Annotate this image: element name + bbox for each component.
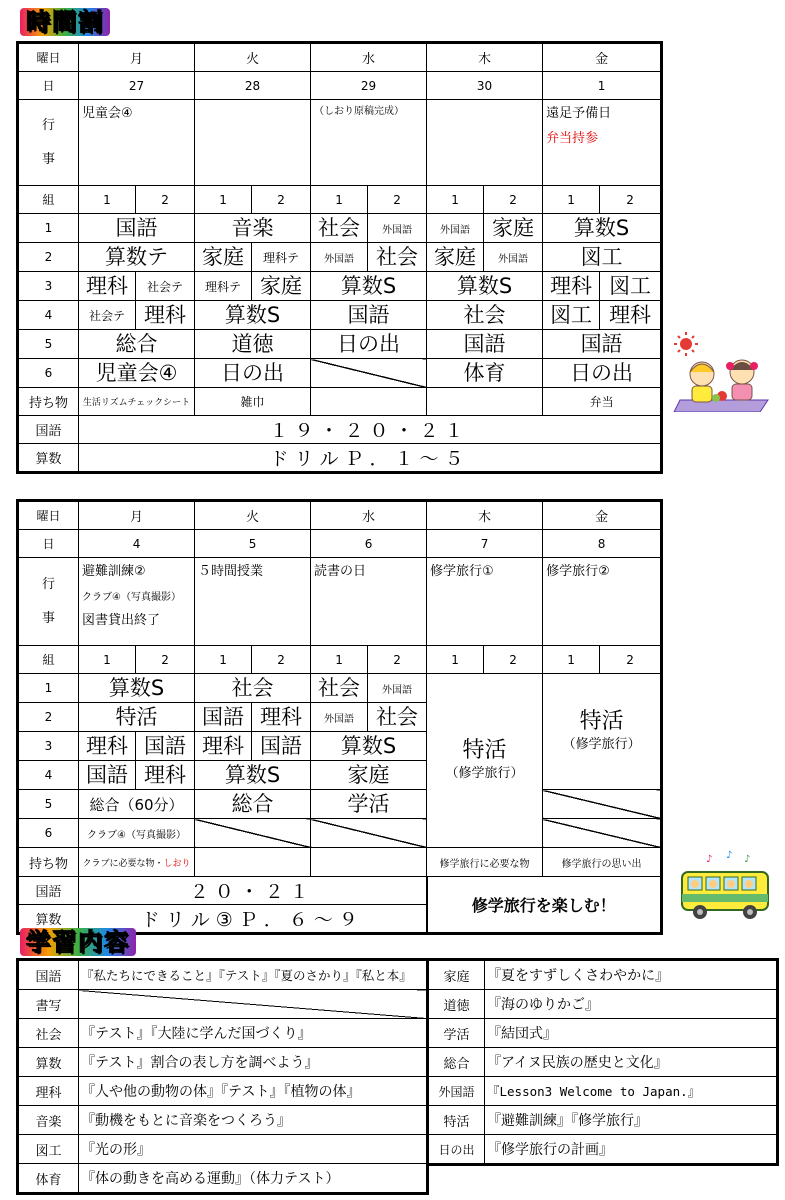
day-mon: 月	[79, 44, 195, 72]
content-text: 『アイヌ民族の歴史と文化』	[485, 1048, 777, 1077]
kokugo-label: 国語	[19, 416, 79, 444]
fri-block-main: 特活	[579, 709, 624, 734]
class-num: 1	[311, 186, 368, 214]
lesson-mon-1: 理科	[79, 732, 136, 761]
class-num: 2	[368, 646, 427, 674]
lesson-fri-2: 理科	[600, 301, 661, 330]
svg-text:♪: ♪	[706, 854, 713, 865]
date-thu: 30	[427, 72, 543, 100]
lesson-fri-empty	[543, 790, 661, 819]
period-number: 1	[19, 214, 79, 243]
items-tue: 雑巾	[195, 388, 311, 416]
period-number: 2	[19, 243, 79, 272]
lesson-wed-1: 外国語	[311, 243, 368, 272]
week2-timetable	[18, 501, 661, 933]
content-left-table	[18, 960, 427, 1193]
lesson-tue-1: 理科	[195, 732, 252, 761]
lesson-tue-1: 家庭	[195, 243, 252, 272]
lesson-wed: 国語	[311, 301, 427, 330]
sansu-homework: ドリルＰ．１～５	[79, 444, 661, 472]
class-num: 2	[252, 646, 311, 674]
lesson-mon-1: 社会テ	[79, 301, 136, 330]
period-number: 5	[19, 330, 79, 359]
kokugo-homework: １９・２０・２１	[79, 416, 661, 444]
lesson-thu: 算数S	[427, 272, 543, 301]
event-mon-3: 図書貸出終了	[82, 613, 161, 629]
date-tue: 28	[195, 72, 311, 100]
content-text: 『動機をもとに音楽をつくろう』	[79, 1106, 427, 1135]
items-wed	[311, 388, 427, 416]
content-right-table	[428, 960, 777, 1164]
content-subject: 社会	[19, 1019, 79, 1048]
content-subject: 日の出	[429, 1135, 485, 1164]
class-num: 1	[311, 646, 368, 674]
event-fri	[543, 100, 661, 186]
items-wed	[311, 848, 427, 877]
content-text: 『体の動きを高める運動』（体力テスト）	[79, 1164, 427, 1193]
content-subject: 理科	[19, 1077, 79, 1106]
lesson-mon-1: 国語	[79, 761, 136, 790]
lesson-tue-2: 国語	[252, 732, 311, 761]
lesson-wed-2: 社会	[368, 243, 427, 272]
header-label: 曜日	[19, 502, 79, 530]
lesson-wed-2: 外国語	[368, 674, 427, 703]
event-thu	[427, 100, 543, 186]
lesson-tue: 社会	[195, 674, 311, 703]
lesson-tue: 算数S	[195, 301, 311, 330]
lesson-wed: 算数S	[311, 732, 427, 761]
timetable-title: 時間割	[20, 8, 110, 36]
lesson-mon: 児童会④	[79, 359, 195, 388]
events-label-top: 行	[41, 576, 55, 592]
event-fri: 修学旅行②	[543, 558, 661, 646]
svg-text:♪: ♪	[744, 854, 751, 865]
lesson-tue: 音楽	[195, 214, 311, 243]
class-num: 1	[79, 186, 136, 214]
lesson-mon: 国語	[79, 214, 195, 243]
header-label: 曜日	[19, 44, 79, 72]
lesson-mon: 算数S	[79, 674, 195, 703]
content-text: 『海のゆりかご』	[485, 990, 777, 1019]
event-tue	[195, 100, 311, 186]
content-subject: 総合	[429, 1048, 485, 1077]
lesson-tue-1: 国語	[195, 703, 252, 732]
lesson-tue-empty	[195, 819, 311, 848]
items-mon: 生活リズムチェックシート	[79, 388, 195, 416]
date-wed: 6	[311, 530, 427, 558]
items-mon-1: クラブに必要な物・	[82, 858, 164, 869]
lesson-tue-2: 理科テ	[252, 243, 311, 272]
day-mon: 月	[79, 502, 195, 530]
lesson-thu-2: 家庭	[484, 214, 543, 243]
sansu-label: 算数	[19, 444, 79, 472]
content-subject: 外国語	[429, 1077, 485, 1106]
items-tue	[195, 848, 311, 877]
day-tue: 火	[195, 502, 311, 530]
events-label-top: 行	[41, 117, 55, 133]
content-text: 『テスト』『大陸に学んだ国づくり』	[79, 1019, 427, 1048]
day-wed: 水	[311, 502, 427, 530]
content-subject: 道徳	[429, 990, 485, 1019]
class-num: 2	[600, 646, 661, 674]
lesson-tue: 日の出	[195, 359, 311, 388]
lesson-fri: 日の出	[543, 359, 661, 388]
week1-timetable	[18, 43, 661, 472]
lesson-wed-2: 外国語	[368, 214, 427, 243]
thu-special-block	[427, 674, 543, 848]
lesson-fri: 算数S	[543, 214, 661, 243]
content-subject: 書写	[19, 990, 79, 1019]
date-mon: 4	[79, 530, 195, 558]
lesson-tue: 算数S	[195, 761, 311, 790]
lesson-wed-1: 社会	[311, 214, 368, 243]
lesson-wed-empty	[311, 359, 427, 388]
class-num: 1	[427, 646, 484, 674]
content-subject: 算数	[19, 1048, 79, 1077]
lesson-wed: 日の出	[311, 330, 427, 359]
events-label	[19, 558, 79, 646]
day-tue: 火	[195, 44, 311, 72]
date-label: 日	[19, 530, 79, 558]
lesson-thu: 国語	[427, 330, 543, 359]
lesson-fri-1: 理科	[543, 272, 600, 301]
event-wed: 読書の日	[311, 558, 427, 646]
period-number: 6	[19, 359, 79, 388]
lesson-thu-1: 外国語	[427, 214, 484, 243]
events-label-bottom: 事	[41, 610, 55, 626]
period-number: 4	[19, 761, 79, 790]
events-label	[19, 100, 79, 186]
class-num: 1	[543, 186, 600, 214]
lesson-thu-1: 家庭	[427, 243, 484, 272]
event-fri-1: 遠足予備日	[546, 106, 612, 121]
period-number: 5	[19, 790, 79, 819]
date-label: 日	[19, 72, 79, 100]
kokugo-label: 国語	[19, 877, 79, 905]
content-subject: 家庭	[429, 961, 485, 990]
class-num: 1	[195, 186, 252, 214]
lesson-thu: 社会	[427, 301, 543, 330]
content-text: 『Lesson3 Welcome to Japan.』	[485, 1077, 777, 1106]
class-num: 2	[484, 186, 543, 214]
day-wed: 水	[311, 44, 427, 72]
content-subject: 国語	[19, 961, 79, 990]
lesson-mon: 総合	[79, 330, 195, 359]
class-num: 2	[252, 186, 311, 214]
date-fri: 1	[543, 72, 661, 100]
lesson-fri: 図工	[543, 243, 661, 272]
content-subject: 学活	[429, 1019, 485, 1048]
content-text: 『避難訓練』『修学旅行』	[485, 1106, 777, 1135]
content-text: 『人や他の動物の体』『テスト』『植物の体』	[79, 1077, 427, 1106]
items-label: 持ち物	[19, 848, 79, 877]
lesson-wed-1: 社会	[311, 674, 368, 703]
lesson-wed-2: 社会	[368, 703, 427, 732]
class-num: 2	[600, 186, 661, 214]
content-text	[79, 990, 427, 1019]
date-fri: 8	[543, 530, 661, 558]
content-text: 『光の形』	[79, 1135, 427, 1164]
class-num: 2	[484, 646, 543, 674]
content-text: 『夏をすずしくさわやかに』	[485, 961, 777, 990]
day-fri: 金	[543, 44, 661, 72]
thu-block-main: 特活	[462, 738, 507, 763]
date-wed: 29	[311, 72, 427, 100]
date-mon: 27	[79, 72, 195, 100]
lesson-mon: 特活	[79, 703, 195, 732]
lesson-fri-empty	[543, 819, 661, 848]
class-num: 1	[543, 646, 600, 674]
items-mon	[79, 848, 195, 877]
sansu-homework: ドリル③Ｐ．６～９	[79, 905, 427, 933]
lesson-mon-1: 理科	[79, 272, 136, 301]
lesson-mon-2: 社会テ	[136, 272, 195, 301]
lesson-mon: 総合（60分）	[79, 790, 195, 819]
lesson-tue-2: 家庭	[252, 272, 311, 301]
content-subject: 音楽	[19, 1106, 79, 1135]
content-text: 『結団式』	[485, 1019, 777, 1048]
picnic-illustration	[672, 330, 776, 412]
lesson-tue-1: 理科テ	[195, 272, 252, 301]
lesson-mon-2: 理科	[136, 301, 195, 330]
event-tue: ５時間授業	[195, 558, 311, 646]
content-text: 『テスト』割合の表し方を調べよう』	[79, 1048, 427, 1077]
lesson-tue: 総合	[195, 790, 311, 819]
lesson-wed: 算数S	[311, 272, 427, 301]
bus-illustration	[676, 850, 776, 922]
event-fri-2: 弁当持参	[546, 130, 599, 146]
lesson-wed: 学活	[311, 790, 427, 819]
class-num: 2	[136, 646, 195, 674]
period-number: 3	[19, 732, 79, 761]
class-label: 組	[19, 186, 79, 214]
lesson-thu-2: 外国語	[484, 243, 543, 272]
lesson-tue: 道徳	[195, 330, 311, 359]
event-mon-1: 避難訓練②	[82, 564, 146, 579]
items-thu	[427, 388, 543, 416]
day-fri: 金	[543, 502, 661, 530]
kokugo-homework: ２０・２１	[79, 877, 427, 905]
trip-note: 修学旅行を楽しむ！	[427, 877, 661, 933]
event-wed: （しおり原稿完成）	[311, 100, 427, 186]
lesson-fri-1: 図工	[543, 301, 600, 330]
items-fri: 弁当	[543, 388, 661, 416]
event-mon: 児童会④	[79, 100, 195, 186]
items-thu: 修学旅行に必要な物	[427, 848, 543, 877]
content-subject: 図工	[19, 1135, 79, 1164]
day-thu: 木	[427, 44, 543, 72]
lesson-tue-2: 理科	[252, 703, 311, 732]
lesson-mon: クラブ④（写真撮影）	[79, 819, 195, 848]
period-number: 3	[19, 272, 79, 301]
items-mon-2: しおり	[163, 858, 191, 869]
lesson-wed-1: 外国語	[311, 703, 368, 732]
lesson-fri-2: 図工	[600, 272, 661, 301]
date-thu: 7	[427, 530, 543, 558]
content-subject: 体育	[19, 1164, 79, 1193]
date-tue: 5	[195, 530, 311, 558]
items-fri: 修学旅行の思い出	[543, 848, 661, 877]
content-text: 『修学旅行の計画』	[485, 1135, 777, 1164]
lesson-mon: 算数テ	[79, 243, 195, 272]
period-number: 2	[19, 703, 79, 732]
content-text: 『私たちにできること』『テスト』『夏のさかり』『私と本』	[79, 961, 427, 990]
day-thu: 木	[427, 502, 543, 530]
class-num: 1	[79, 646, 136, 674]
lesson-wed-empty	[311, 819, 427, 848]
content-subject: 特活	[429, 1106, 485, 1135]
class-num: 2	[136, 186, 195, 214]
period-number: 6	[19, 819, 79, 848]
class-num: 1	[195, 646, 252, 674]
content-title: 学習内容	[20, 928, 136, 956]
event-thu: 修学旅行①	[427, 558, 543, 646]
class-num: 1	[427, 186, 484, 214]
period-number: 1	[19, 674, 79, 703]
class-num: 2	[368, 186, 427, 214]
class-label: 組	[19, 646, 79, 674]
lesson-mon-2: 理科	[136, 761, 195, 790]
period-number: 4	[19, 301, 79, 330]
lesson-thu: 体育	[427, 359, 543, 388]
lesson-mon-2: 国語	[136, 732, 195, 761]
event-mon-2: クラブ④（写真撮影）	[82, 591, 181, 603]
fri-special-block	[543, 674, 661, 790]
lesson-wed: 家庭	[311, 761, 427, 790]
thu-block-sub: （修学旅行）	[445, 766, 524, 781]
event-mon	[79, 558, 195, 646]
sansu-label: 算数	[19, 905, 79, 933]
lesson-fri: 国語	[543, 330, 661, 359]
svg-text:♪: ♪	[726, 850, 733, 861]
fri-block-sub: （修学旅行）	[562, 737, 641, 752]
events-label-bottom: 事	[41, 151, 55, 167]
items-label: 持ち物	[19, 388, 79, 416]
